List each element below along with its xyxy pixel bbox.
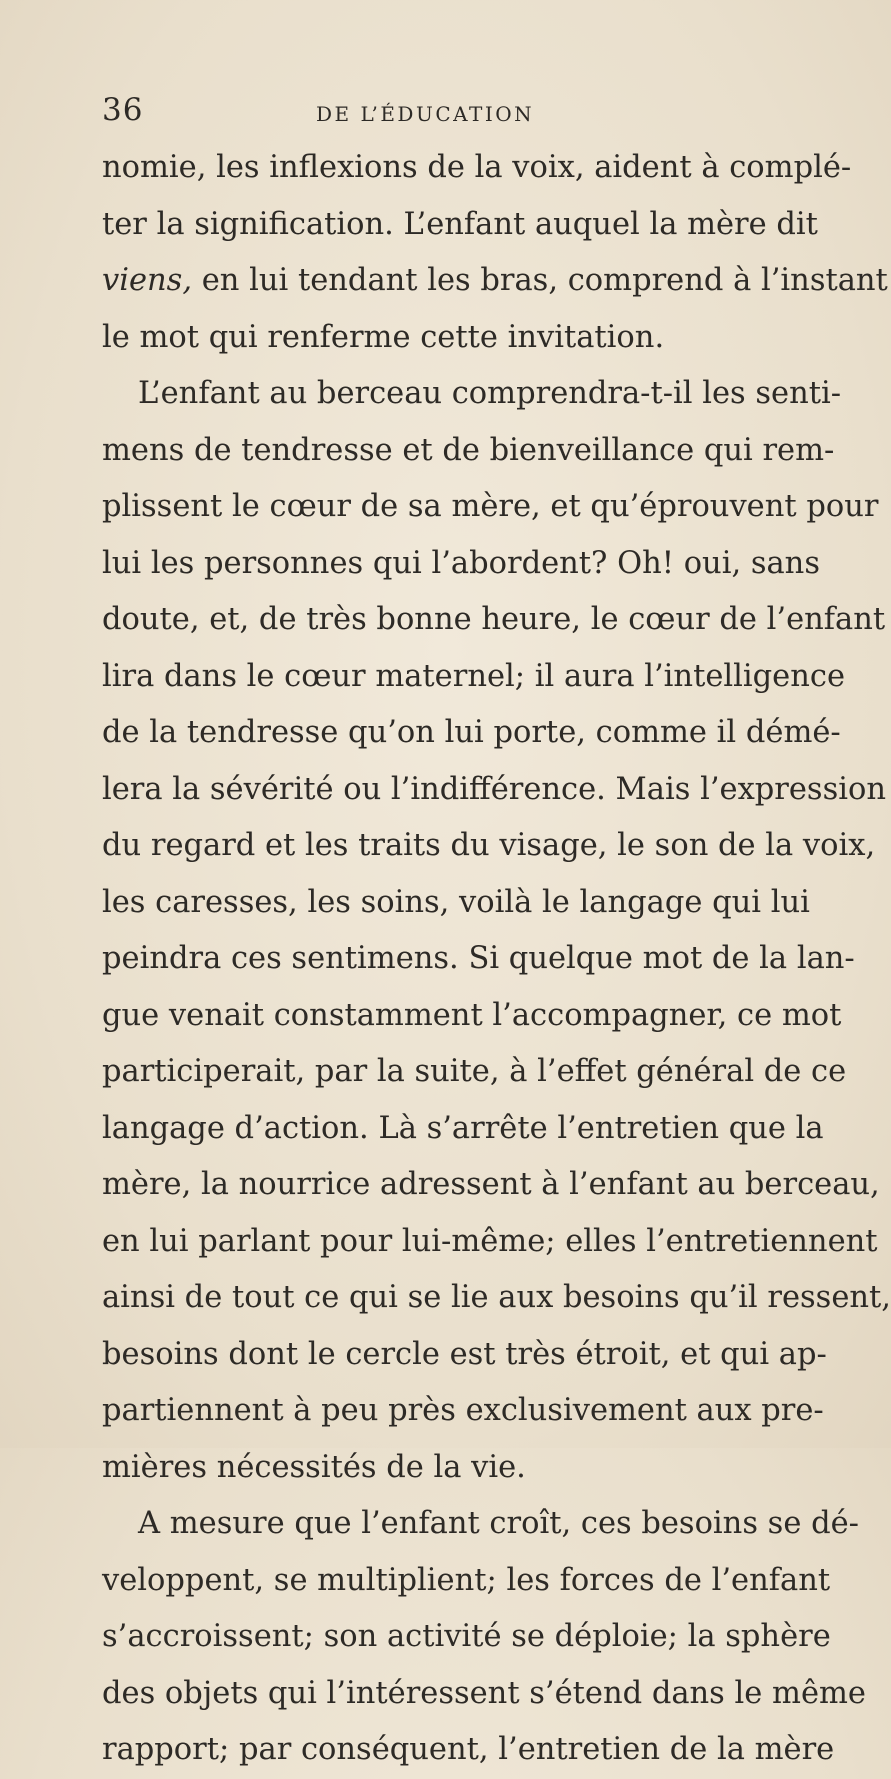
text-line: rapport; par conséquent, l’entretien de la mère xyxy=(102,1732,835,1767)
text-line: veloppent, se multiplient; les forces de l’enfant xyxy=(102,1562,831,1598)
text-line: langage d’action. Là s’arrête l’entretien que la xyxy=(102,1110,824,1146)
text-line: mens de tendresse et de bienveillance qui rem- xyxy=(102,432,835,468)
text-line-rest: en lui tendant les bras, comprend à l’instant xyxy=(201,263,888,298)
text-line: du regard et les traits du visage, le son de la voix, xyxy=(102,828,876,863)
paragraph-end-line: mières nécessités de la vie. xyxy=(102,1449,526,1485)
text-line: mère, la nourrice adressent à l’enfant au berceau, xyxy=(102,1167,880,1202)
text-line: de la tendresse qu’on lui porte, comme il démé- xyxy=(102,715,841,750)
text-line: doute, et, de très bonne heure, le cœur de l’enfant xyxy=(102,602,886,637)
text-line: nomie, les inflexions de la voix, aident à complé- xyxy=(102,150,852,185)
running-head: DE L’ÉDUCATION xyxy=(316,102,535,126)
text-line: ter la signification. L’enfant auquel la mère dit xyxy=(102,206,818,242)
text-line: lira dans le cœur maternel; il aura l’intelligence xyxy=(102,658,845,694)
text-line: lera la sévérité ou l’indifférence. Mais l’expression xyxy=(102,771,886,807)
text-line: s’accroissent; son activité se déploie; la sphère xyxy=(102,1619,831,1654)
body-text xyxy=(102,140,891,1779)
text-line: partiennent à peu près exclusivement aux pre- xyxy=(102,1393,824,1428)
italic-word: viens, xyxy=(102,263,193,298)
page-number: 36 xyxy=(102,92,144,128)
paragraph-start-line: A mesure que l’enfant croît, ces besoins se dé- xyxy=(138,1506,859,1541)
text-line: lui les personnes qui l’abordent? Oh! oui, sans xyxy=(102,545,820,581)
text-line: en lui parlant pour lui-même; elles l’entretiennent xyxy=(102,1223,878,1259)
text-line: peindra ces sentimens. Si quelque mot de la lan- xyxy=(102,941,855,976)
page-header xyxy=(102,92,742,132)
text-line: ainsi de tout ce qui se lie aux besoins qu’il ressent, xyxy=(102,1280,891,1315)
text-line: des objets qui l’intéressent s’étend dans le même xyxy=(102,1675,866,1711)
paragraph-end-line: le mot qui renferme cette invitation. xyxy=(102,319,665,355)
text-line: les caresses, les soins, voilà le langage qui lui xyxy=(102,884,810,920)
text-line xyxy=(102,253,888,310)
paragraph-start-line: L’enfant au berceau comprendra-t-il les senti- xyxy=(138,376,842,411)
text-line: plissent le cœur de sa mère, et qu’éprouvent pour xyxy=(102,489,879,524)
text-line: participerait, par la suite, à l’effet général de ce xyxy=(102,1054,847,1089)
text-line: gue venait constamment l’accompagner, ce mot xyxy=(102,997,842,1033)
text-line: besoins dont le cercle est très étroit, et qui ap- xyxy=(102,1336,827,1372)
